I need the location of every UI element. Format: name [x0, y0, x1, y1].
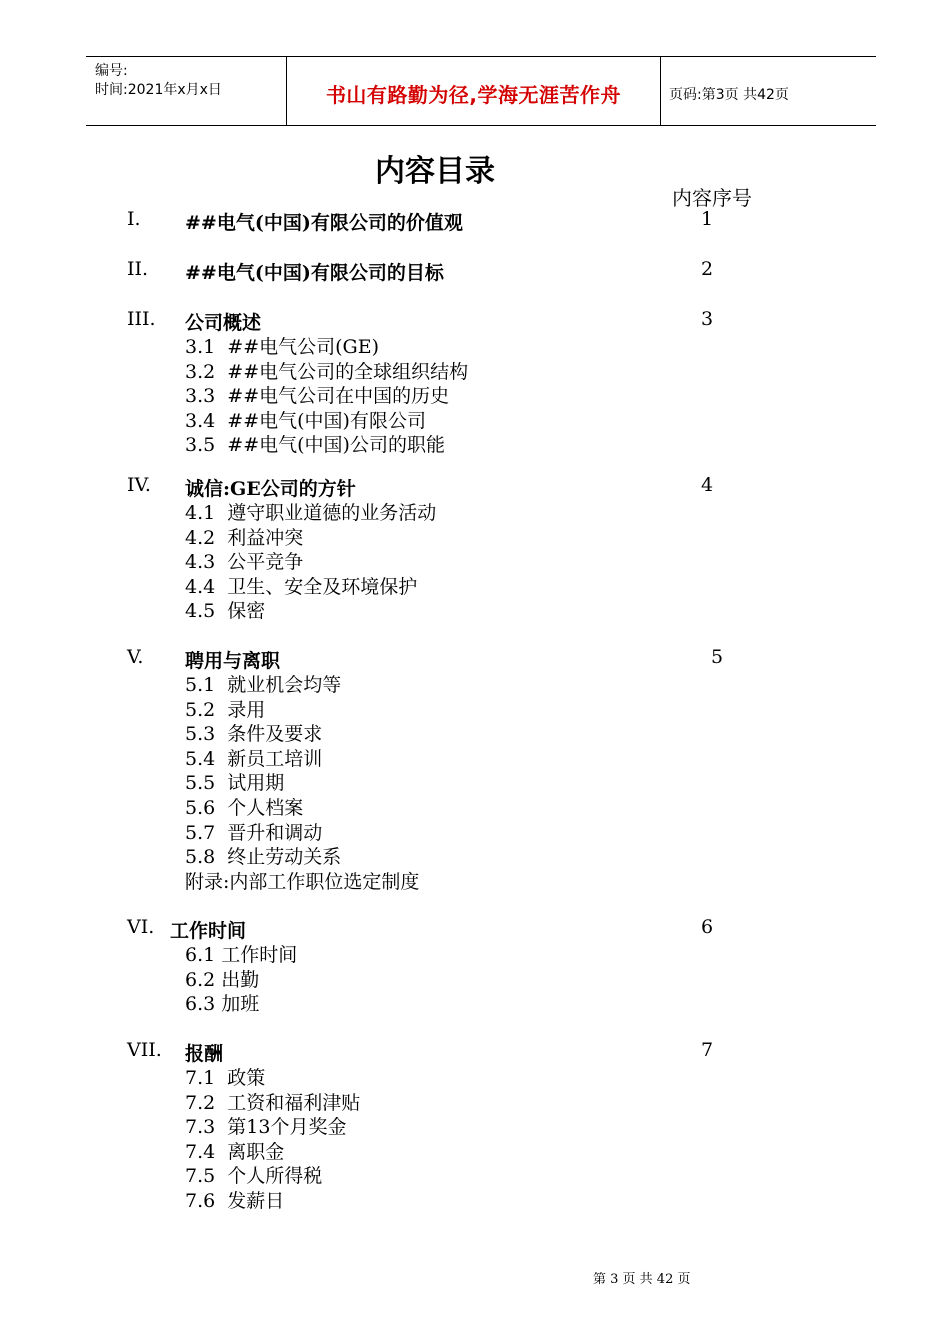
- toc-subsection: 5.6 个人档案: [185, 797, 304, 819]
- sequence-column-header: 内容序号: [672, 186, 752, 210]
- toc-section-number: VI.: [127, 916, 155, 938]
- toc-section-number: VII.: [127, 1039, 162, 1061]
- toc-section-sequence: 1: [701, 208, 714, 230]
- toc-subsection: 附录:内部工作职位选定制度: [185, 870, 420, 893]
- toc-subsection: 6.3 加班: [185, 993, 260, 1016]
- toc-section-title: 诚信:GE公司的方针: [185, 478, 356, 500]
- toc-subsection: 7.4 离职金: [185, 1140, 285, 1163]
- toc-subsection: 7.1 政策: [185, 1067, 266, 1089]
- toc-section-number: V.: [127, 646, 144, 668]
- document-number-label: 编号:: [95, 63, 128, 79]
- toc-section-number: II.: [127, 258, 149, 280]
- toc-section-sequence: 7: [701, 1039, 714, 1061]
- toc-subsection: 5.8 终止劳动关系: [185, 846, 342, 869]
- toc-section-title: 报酬: [185, 1043, 224, 1065]
- toc-subsection: 5.3 条件及要求: [185, 723, 323, 746]
- toc-subsection: 4.3 公平竞争: [185, 551, 304, 574]
- toc-subsection: 5.5 试用期: [185, 772, 285, 795]
- toc-section-sequence: 2: [701, 258, 714, 280]
- page-footer: 第 3 页 共 42 页: [593, 1272, 691, 1287]
- toc-subsection: 4.2 利益冲突: [185, 526, 304, 549]
- toc-section-title: 公司概述: [185, 312, 262, 334]
- toc-section-sequence: 4: [701, 474, 714, 496]
- toc-section-title: ##电气(中国)有限公司的目标: [185, 262, 444, 284]
- document-date-label: 时间:2021年x月x日: [95, 82, 222, 98]
- toc-section-title: 聘用与离职: [185, 650, 281, 672]
- page-title: 内容目录: [375, 154, 495, 189]
- toc-subsection: 3.2 ##电气公司的全球组织结构: [185, 360, 469, 383]
- toc-subsection: 3.1 ##电气公司(GE): [185, 336, 380, 358]
- toc-subsection: 3.4 ##电气(中国)有限公司: [185, 409, 426, 432]
- toc-section-sequence: 3: [701, 308, 714, 330]
- toc-subsection: 5.2 录用: [185, 698, 266, 721]
- toc-subsection: 3.3 ##电气公司在中国的历史: [185, 385, 450, 408]
- toc-section-sequence: 6: [701, 916, 714, 938]
- toc-subsection: 6.1 工作时间: [185, 944, 298, 966]
- toc-subsection: 5.4 新员工培训: [185, 747, 323, 770]
- toc-section-title: 工作时间: [170, 920, 247, 942]
- toc-subsection: 7.5 个人所得税: [185, 1165, 323, 1188]
- toc-subsection: 7.3 第13个月奖金: [185, 1116, 347, 1139]
- toc-subsection: 7.2 工资和福利津贴: [185, 1091, 361, 1114]
- toc-section-title: ##电气(中国)有限公司的价值观: [185, 212, 463, 234]
- toc-section-number: I.: [127, 208, 141, 230]
- toc-section-number: III.: [127, 308, 156, 330]
- header-page-info: 页码:第3页 共42页: [669, 87, 789, 103]
- toc-section-number: IV.: [127, 474, 151, 496]
- header-motto: 书山有路勤为径,学海无涯苦作舟: [325, 83, 622, 107]
- toc-subsection: 7.6 发薪日: [185, 1190, 285, 1212]
- toc-subsection: 4.1 遵守职业道德的业务活动: [185, 502, 437, 524]
- toc-subsection: 4.4 卫生、安全及环境保护: [185, 575, 418, 598]
- toc-subsection: 4.5 保密: [185, 600, 266, 623]
- toc-subsection: 5.7 晋升和调动: [185, 821, 323, 844]
- toc-section-sequence: 5: [711, 646, 724, 668]
- toc-subsection: 6.2 出勤: [185, 968, 260, 991]
- toc-subsection: 5.1 就业机会均等: [185, 674, 342, 696]
- toc-subsection: 3.5 ##电气(中国)公司的职能: [185, 434, 445, 457]
